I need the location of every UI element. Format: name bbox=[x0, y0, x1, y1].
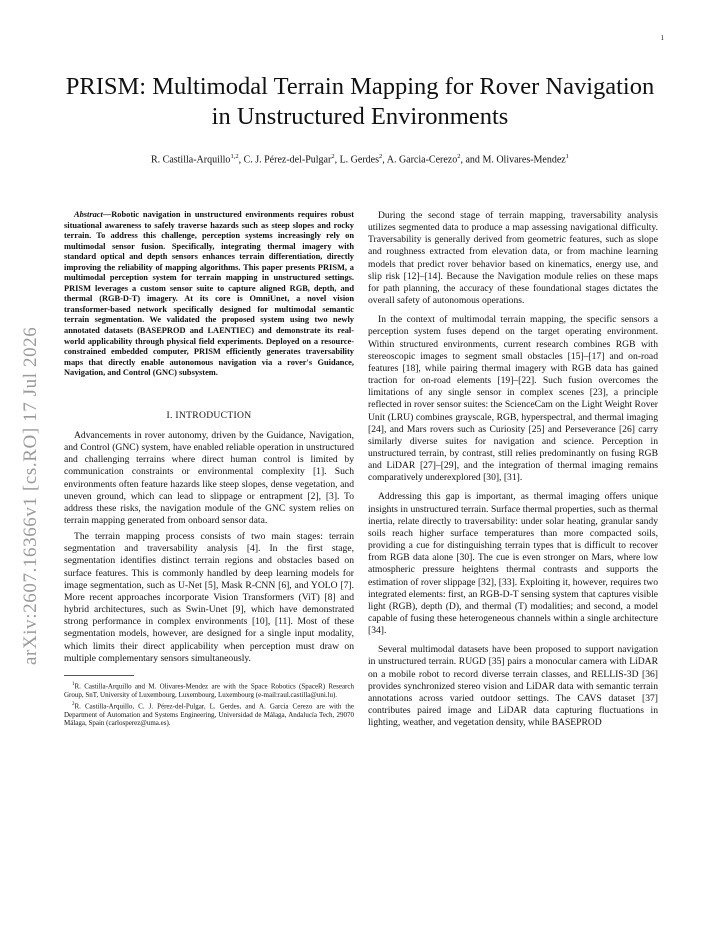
footnote-mark: 2 bbox=[72, 702, 75, 708]
footnote-affiliation-2 bbox=[64, 701, 354, 728]
author-separator: , bbox=[334, 154, 340, 166]
author-affiliation-mark: 1 bbox=[565, 153, 569, 160]
author-name: A. Garcia-Cerezo bbox=[386, 154, 458, 166]
author-name: C. J. Pérez-del-Pulgar bbox=[243, 154, 332, 166]
intro-paragraph: The terrain mapping process consists of two main stages: terrain segmentation and traversability analysis [4]. In the first stage, segmentation identifies distinct terrain regions and obstacles based on surface features. This is commonly handled by deep learning models for image segmentation, such as U-Net [5], Mask R-CNN [6], and YOLO [7]. More recent approaches incorporate Vision Transformers (ViT) [8] and hybrid architectures, such as Swin-Unet [9], which have demonstrated strong performance in complex environments [10], [11]. Most of these segmentation models, however, are designed for a single input modality, which limits their direct applicability when perception must draw on multiple complementary sensors simultaneously. bbox=[64, 531, 354, 664]
abstract-text: —Robotic navigation in unstructured environments requires robust situational awareness to safely traverse hazards such as steep slopes and rocky terrain. To address this challenge, perception systems increasingly rely on multimodal sensor fusion. Specifically, integrating thermal imagery with standard optical and depth sensors enhances terrain differentiation, directly improving the reliability of mapping algorithms. This paper presents PRISM, a multimodal perception system for terrain mapping in unstructured settings. PRISM leverages a custom sensor suite to capture aligned RGB, depth, and thermal (RGB-D-T) imagery. At its core is OmniUnet, a novel vision transformer-based network specifically designed for multimodal semantic terrain segmentation. We validated the proposed system using two newly annotated datasets (BASEPROD and LAENTIEC) and demonstrate its real-world applicability through physical field experiments. Deployed on a resource-constrained embedded computer, PRISM efficiently generates traversability maps that directly enable autonomous navigation via a rover's Guidance, Navigation, and Control (GNC) subsystem. bbox=[64, 210, 354, 378]
intro-paragraph: Several multimodal datasets have been proposed to support navigation in unstructured terrain. RUGD [35] pairs a monocular camera with LiDAR on a mobile robot to record diverse terrain classes, and RELLIS-3D [36] provides synchronized stereo vision and LiDAR data with semantic terrain annotations across varied outdoor settings. The CAVS dataset [37] contributes paired image and LiDAR data capturing fluctuations in lighting, weather, and vegetation density, while BASEPROD bbox=[368, 644, 658, 729]
left-column bbox=[64, 210, 354, 730]
abstract bbox=[64, 210, 354, 379]
right-column bbox=[368, 210, 658, 736]
footnote-mark: 1 bbox=[72, 681, 75, 687]
author-separator: , bbox=[238, 154, 244, 166]
intro-paragraph: During the second stage of terrain mapping, traversability analysis utilizes segmented data to produce a map assessing navigational difficulty. Traversability is generally derived from geometric features, such as slope and roughness extracted from elevation data, or from machine learning models that predict rover behavior based on kinematics, energy use, and slip risk [12]–[14]. Because the Navigation module relies on these maps for path planning, the accuracy of these foundational stages dictates the overall safety of autonomous operations. bbox=[368, 210, 658, 307]
author-affiliation-mark: 2 bbox=[457, 153, 461, 160]
section-heading-introduction: I. INTRODUCTION bbox=[166, 409, 252, 421]
footnote-divider bbox=[64, 675, 134, 676]
author-name: L. Gerdes bbox=[339, 154, 380, 166]
footnote-text: R. Castilla-Arquillo, C. J. Pérez-del-Pulgar, L. Gerdes, and A. García Cerezo are with the Department of Automation and Systems Engineering, Universidad de Málaga, Andalucía Tech, 29070 Málaga, Spain (carlosperez@uma.es). bbox=[64, 702, 354, 728]
author-affiliation-mark: 1,2 bbox=[230, 153, 239, 160]
abstract-label: Abstract bbox=[74, 210, 103, 219]
author-affiliation-mark: 2 bbox=[331, 153, 335, 160]
author-affiliation-mark: 2 bbox=[379, 153, 383, 160]
intro-paragraph: In the context of multimodal terrain mapping, the specific sensors a perception system fuses depend on the target operating environment. Within structured environments, current research combines RGB with stereoscopic images to segment small obstacles [15]–[17] and on-road features [18], while pairing thermal imagery with RGB data has gained traction for on-road elements [19]–[22]. Such fusion overcomes the limitations of any single sensor in complex scenes [23], a principle reflected in rover sensor suites: the ScienceCam on the Light Weight Rover Unit (LRU) combines grayscale, RGB, hyperspectral, and thermal imaging [24], and Mars rovers such as Curiosity [25] and Perseverance [26] carry similarly diverse suites for navigation and science. Perception in unstructured terrain, by contrast, still relies predominantly on fusing RGB and LiDAR [27]–[29], and the integration of thermal imaging remains comparatively underexplored [30], [31]. bbox=[368, 314, 658, 484]
footnote-affiliation-1 bbox=[64, 681, 354, 699]
author-separator: , and bbox=[460, 154, 483, 166]
page-number: 1 bbox=[660, 34, 664, 42]
intro-paragraph: Addressing this gap is important, as thermal imaging offers unique insights in unstructured terrain. Surface thermal properties, such as thermal inertia, relate directly to traversability: under solar heating, granular sandy soils reach higher surface temperatures than more compacted soils, providing a cue for distinguishing terrain types that is difficult to recover from RGB data alone [30]. The cue is even stronger on Mars, where low atmospheric pressure heightens thermal contrasts and supports the estimation of rover slippage [32], [33]. Exploiting it, however, requires two integrated elements: first, an RGB-D-T sensing system that captures visible light (RGB), depth (D), and thermal (T) modalities; and second, a model capable of fusing these heterogeneous channels within a single architecture [34]. bbox=[368, 491, 658, 637]
author-name: R. Castilla-Arquillo bbox=[150, 154, 231, 166]
paper-title: PRISM: Multimodal Terrain Mapping for Rover Navigation in Unstructured Environments bbox=[65, 73, 655, 130]
author-list bbox=[40, 150, 680, 166]
footnote-text: R. Castilla-Arquillo and M. Olivares-Mendez are with the Space Robotics (SpaceR) Research Group, SnT, University of Luxembourg, Luxembourg, Luxembourg (e-mail:raul.castilla@uni.lu). bbox=[64, 682, 354, 699]
arxiv-identifier-stamp: arXiv:2607.16366v1 [cs.RO] 17 Jul 2026 bbox=[20, 326, 41, 665]
author-separator: , bbox=[382, 154, 387, 166]
intro-paragraph: Advancements in rover autonomy, driven by the Guidance, Navigation, and Control (GNC) system, have enabled reliable operation in unstructured and challenging terrains where direct human control is limited by communication constraints or environmental complexity [1]. Such environments often feature hazards like steep slopes, dense vegetation, and uneven ground, which can lead to slippage or entrapment [2], [3]. To address these risks, the navigation module of the GNC system relies on terrain mapping generated from onboard sensor data. bbox=[64, 429, 354, 526]
author-name: M. Olivares-Mendez bbox=[482, 154, 566, 166]
